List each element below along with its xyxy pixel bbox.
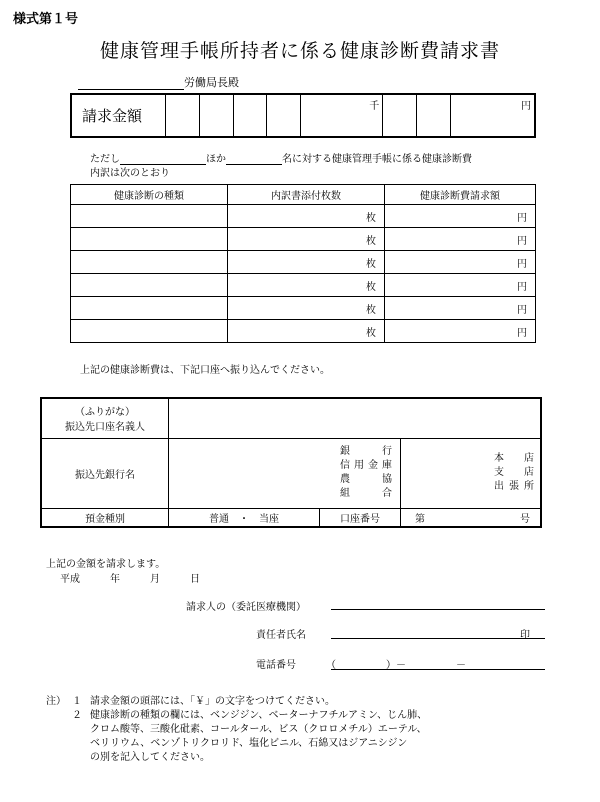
exam-type-cell[interactable] <box>71 320 228 343</box>
branch-type-list <box>494 452 534 494</box>
note-lead: 注） <box>46 696 66 707</box>
account-holder-label <box>41 398 169 438</box>
sheet-count-cell[interactable] <box>228 205 385 228</box>
exam-type-cell[interactable] <box>71 251 228 274</box>
yen-unit: 円 <box>517 281 527 293</box>
sheet-count-cell[interactable] <box>228 297 385 320</box>
amount-digit-6[interactable] <box>383 94 417 137</box>
header-sheet-count: 内訳書添付枚数 <box>228 185 385 205</box>
intro-line <box>90 150 472 165</box>
branch_type-item: 出張所 <box>494 481 534 492</box>
amount-digit-1[interactable] <box>166 94 200 137</box>
note-line <box>46 709 427 723</box>
claim-amount-cell[interactable] <box>385 274 536 297</box>
responsible-label: 責任者氏名 <box>256 630 306 641</box>
bank-type-list <box>340 445 392 501</box>
person-count-blank[interactable] <box>226 154 282 165</box>
account-holder-text: 振込先口座名義人 <box>65 422 145 434</box>
sheet-count-cell[interactable] <box>228 274 385 297</box>
deposit-type-label: 預金種別 <box>41 508 169 527</box>
bank_type-item: 信用金庫 <box>340 460 392 471</box>
note-line <box>46 751 427 765</box>
number-suffix: 号 <box>520 513 530 525</box>
table-row <box>71 297 536 320</box>
claim-amount-cell[interactable] <box>385 297 536 320</box>
note-line <box>46 695 427 709</box>
furigana-label: （ふりがな） <box>75 407 135 419</box>
yen-unit: 円 <box>517 258 527 270</box>
amount-digit-yen[interactable] <box>450 94 535 137</box>
sheet-count-cell[interactable] <box>228 228 385 251</box>
bank_type-item: 農 協 <box>340 474 392 485</box>
form-number: 様式第１号 <box>13 12 79 27</box>
header-claim-amount: 健康診断費請求額 <box>385 185 536 205</box>
deposit-type-options[interactable]: 普通 ・ 当座 <box>169 508 320 527</box>
claim-note: 上記の金額を請求します。 <box>46 559 166 570</box>
note-text: ベリリウム、ベンゾトリクロリド、塩化ビニル、石綿又はジアニシジン <box>90 738 408 749</box>
claim-amount-cell[interactable] <box>385 320 536 343</box>
phone-underline <box>331 669 545 670</box>
amount-table <box>70 93 536 138</box>
note-number: ２ <box>72 710 82 721</box>
yen-unit: 円 <box>517 327 527 339</box>
note-text: クロム酸等、三酸化砒素、コールタール、ビス（クロロメチル）エーテル、 <box>90 724 427 735</box>
bank_type-item: 銀 行 <box>340 446 392 457</box>
account-holder-field[interactable] <box>169 398 542 438</box>
phone-field[interactable]: （ ）－ － <box>326 660 466 671</box>
bank-table <box>40 397 542 528</box>
table-row <box>71 251 536 274</box>
branch-name-field[interactable] <box>401 438 542 508</box>
amount-digit-2[interactable] <box>199 94 233 137</box>
exam-type-cell[interactable] <box>71 228 228 251</box>
branch_type-item: 支 店 <box>494 467 534 478</box>
exam-type-cell[interactable] <box>71 274 228 297</box>
sheet-unit: 枚 <box>366 212 376 224</box>
yen-unit: 円 <box>517 212 527 224</box>
sheet-unit: 枚 <box>366 281 376 293</box>
sheet-count-cell[interactable] <box>228 251 385 274</box>
table-row <box>71 205 536 228</box>
amount-digit-4[interactable] <box>267 94 301 137</box>
intro-prefix: ただし <box>90 154 120 165</box>
addressee-suffix: 労働局長殿 <box>184 76 239 89</box>
amount-label: 請求金額 <box>71 94 166 137</box>
detail-table <box>70 184 536 343</box>
exam-type-cell[interactable] <box>71 205 228 228</box>
note-line <box>46 737 427 751</box>
amount-digit-thousand[interactable] <box>301 94 383 137</box>
table-row <box>71 274 536 297</box>
exam-type-cell[interactable] <box>71 297 228 320</box>
bank-name-label: 振込先銀行名 <box>41 438 169 508</box>
bank-name-field[interactable] <box>169 438 401 508</box>
intro-suffix: 名に対する健康管理手帳に係る健康診断費 <box>282 154 472 165</box>
table-row <box>71 320 536 343</box>
claim-amount-cell[interactable] <box>385 251 536 274</box>
sheet-unit: 枚 <box>366 258 376 270</box>
amount-digit-3[interactable] <box>233 94 267 137</box>
notes <box>46 695 427 765</box>
number-prefix: 第 <box>415 513 425 525</box>
note-number: １ <box>72 696 82 707</box>
note-text: の別を記入してください。 <box>90 752 210 763</box>
account-number-label: 口座番号 <box>320 508 401 527</box>
sheet-unit: 枚 <box>366 235 376 247</box>
intro-line-2: 内訳は次のとおり <box>90 168 170 179</box>
date-line[interactable]: 平成 年 月 日 <box>60 574 200 585</box>
sheet-unit: 枚 <box>366 327 376 339</box>
institution-field[interactable] <box>331 609 545 610</box>
sheet-unit: 枚 <box>366 304 376 316</box>
bank_type-item: 組 合 <box>340 488 392 499</box>
seal-mark: 印 <box>520 630 530 641</box>
addressee-blank[interactable] <box>78 79 184 90</box>
sheet-count-cell[interactable] <box>228 320 385 343</box>
yen-unit: 円 <box>517 304 527 316</box>
unit-yen: 円 <box>521 101 531 112</box>
intro-middle: ほか <box>206 154 226 165</box>
branch_type-item: 本 店 <box>494 453 534 464</box>
yen-unit: 円 <box>517 235 527 247</box>
account-number-field[interactable] <box>401 508 542 527</box>
addressee <box>78 74 239 90</box>
phone-label: 電話番号 <box>256 660 296 671</box>
note-text: 健康診断の種類の欄には、ベンジジン、ベーターナフチルアミン、じん肺、 <box>90 710 428 721</box>
page-title: 健康管理手帳所持者に係る健康診断費請求書 <box>99 40 500 62</box>
claim-amount-cell[interactable] <box>385 205 536 228</box>
table-row <box>71 228 536 251</box>
institution-label: 請求人の（委託医療機関） <box>186 602 306 613</box>
claim-amount-cell[interactable] <box>385 228 536 251</box>
amount-digit-7[interactable] <box>417 94 451 137</box>
header-exam-type: 健康診断の種類 <box>71 185 228 205</box>
note-text: 請求金額の頭部には、「￥」の文字をつけてください。 <box>90 696 335 707</box>
note-line <box>46 723 427 737</box>
unit-thousand: 千 <box>369 101 380 112</box>
responsible-name-field[interactable] <box>331 638 545 639</box>
transfer-note: 上記の健康診断費は、下記口座へ振り込んでください。 <box>80 365 330 376</box>
